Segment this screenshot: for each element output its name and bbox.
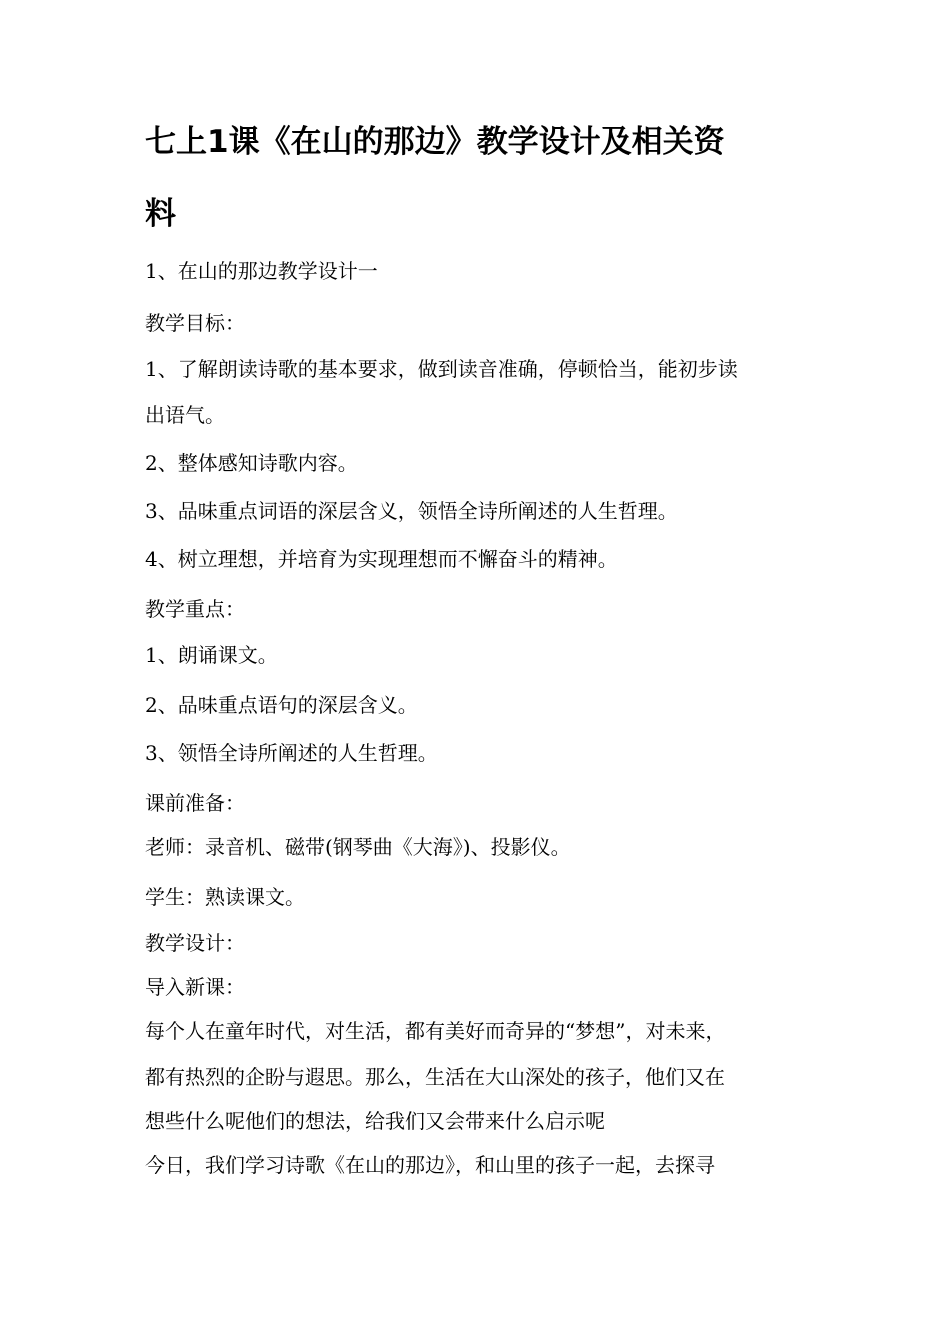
preparation-teacher: 老师：录音机、磁带(钢琴曲《大海》)、投影仪。 xyxy=(145,835,571,859)
intro-paragraph-line-4: 今日，我们学习诗歌《在山的那边》，和山里的孩子一起，去探寻 xyxy=(145,1153,715,1177)
goal-1-line-2: 出语气。 xyxy=(145,403,225,427)
document-title-line-1: 七上1课《在山的那边》教学设计及相关资 xyxy=(145,124,725,160)
heading-preparation: 课前准备： xyxy=(145,791,245,815)
goal-4: 4、树立理想，并培育为实现理想而不懈奋斗的精神。 xyxy=(145,547,618,571)
goal-1-line-1: 1、了解朗读诗歌的基本要求，做到读音准确，停顿恰当，能初步读 xyxy=(145,357,738,381)
goal-2: 2、整体感知诗歌内容。 xyxy=(145,451,358,475)
intro-paragraph-line-2: 都有热烈的企盼与遐思。那么，生活在大山深处的孩子，他们又在 xyxy=(145,1065,725,1089)
focus-1: 1、朗诵课文。 xyxy=(145,643,278,667)
heading-teaching-design: 教学设计： xyxy=(145,931,245,955)
preparation-student: 学生：熟读课文。 xyxy=(145,885,305,909)
intro-paragraph-line-3: 想些什么呢他们的想法，给我们又会带来什么启示呢 xyxy=(145,1109,605,1133)
heading-teaching-goals: 教学目标： xyxy=(145,311,245,335)
focus-2: 2、品味重点语句的深层含义。 xyxy=(145,693,418,717)
section-heading-design-one: 1、在山的那边教学设计一 xyxy=(145,259,378,283)
heading-introduction: 导入新课： xyxy=(145,975,245,999)
document-title-line-2: 料 xyxy=(145,196,176,232)
focus-3: 3、领悟全诗所阐述的人生哲理。 xyxy=(145,741,438,765)
goal-3: 3、品味重点词语的深层含义，领悟全诗所阐述的人生哲理。 xyxy=(145,499,678,523)
heading-teaching-focus: 教学重点： xyxy=(145,597,245,621)
intro-paragraph-line-1: 每个人在童年时代，对生活，都有美好而奇异的“梦想”，对未来， xyxy=(145,1019,726,1043)
